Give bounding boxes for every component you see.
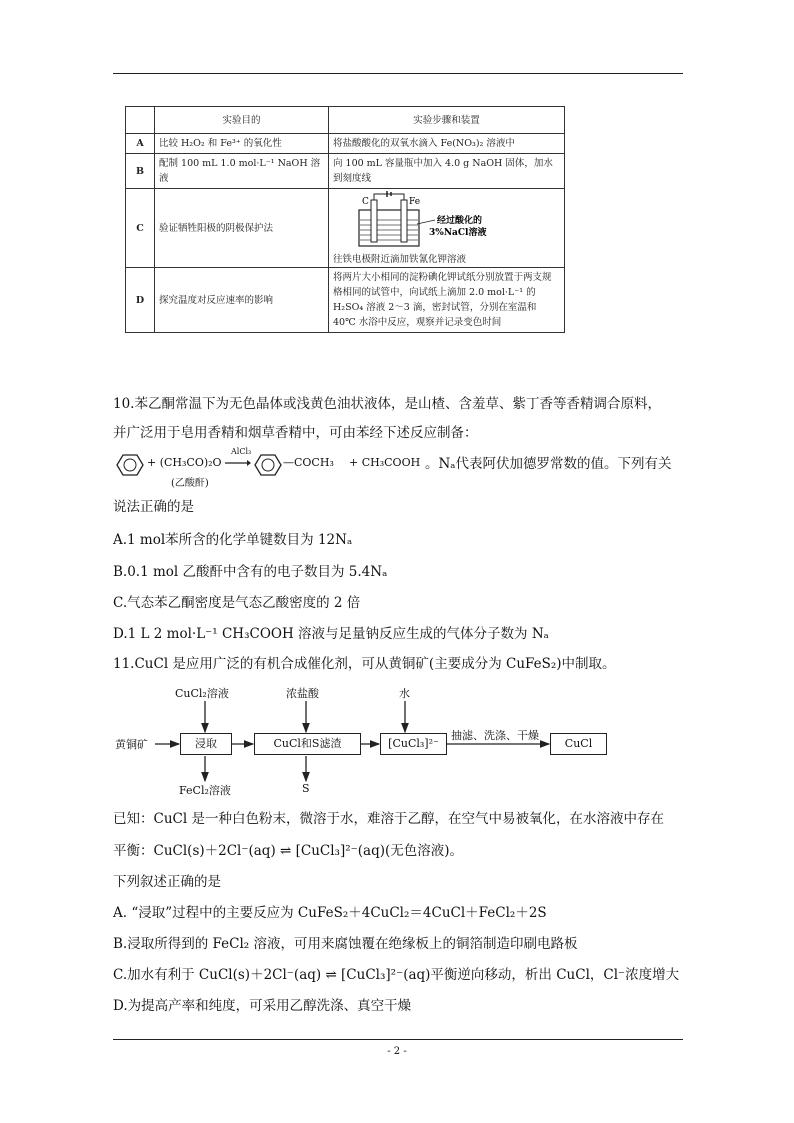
row-purpose: 配制 100 mL 1.0 mol·L⁻¹ NaOH 溶液 xyxy=(155,154,329,189)
q11-option-c: C.加水有利于 CuCl(s)＋2Cl⁻(aq) ⇌ [CuCl₃]²⁻(aq)平衡逆向移动，析出 CuCl，Cl⁻浓度增大 xyxy=(113,967,680,983)
q11-known-line2: 平衡：CuCl(s)＋2Cl⁻(aq) ⇌ [CuCl₃]²⁻(aq)(无色溶液)。 xyxy=(113,843,464,859)
flow-top-label-2: 浓盐酸 xyxy=(286,687,319,700)
header-steps: 实验步骤和装置 xyxy=(329,107,565,134)
equation-reagent: + (CH₃CO)₂O xyxy=(147,456,222,469)
q11-known-line1: 已知：CuCl 是一种白色粉末，微溶于水，难溶于乙醇，在空气中易被氧化，在水溶液中存在 xyxy=(113,811,664,827)
q10-equation xyxy=(113,447,693,492)
q10-stem-line3: 说法正确的是 xyxy=(113,499,194,515)
wire xyxy=(374,194,404,200)
flow-box-leach: 浸取 xyxy=(180,733,232,755)
equation-product-group: —COCH₃ xyxy=(283,456,334,469)
row-purpose: 探究温度对反应速率的影响 xyxy=(155,268,329,333)
iron-electrode xyxy=(401,200,407,242)
q10-stem-line2: 并广泛用于皂用香精和烟草香精中，可由苯经下述反应制备： xyxy=(113,425,478,441)
solution-hatch xyxy=(360,220,418,240)
q10-option-d: D.1 L 2 mol·L⁻¹ CH₃COOH 溶液与足量钠反应生成的气体分子数为 Nₐ xyxy=(113,626,549,642)
reaction-arrow-icon xyxy=(225,459,251,467)
electrode-left-label: C xyxy=(362,196,369,207)
header-purpose: 实验目的 xyxy=(155,107,329,134)
flow-input: 黄铜矿 xyxy=(115,738,148,751)
table-corner xyxy=(126,107,155,134)
q11-stem: 11.CuCl 是应用广泛的有机合成催化剂，可从黄铜矿(主要成分为 CuFeS₂)中制取。 xyxy=(113,656,616,672)
footer-rule xyxy=(113,1039,683,1040)
row-steps: 向 100 mL 容量瓶中加入 4.0 g NaOH 固体，加水到刻度线 xyxy=(329,154,565,189)
flow-box-product: CuCl xyxy=(550,733,607,755)
row-steps: 往铁电极附近滴加铁氰化钾溶液 xyxy=(333,253,467,265)
row-steps: 将两片大小相同的淀粉碘化钾试纸分别放置于两支规格相同的试管中，向试纸上滴加 2.0 mol·L⁻¹ 的 H₂SO₄ 溶液 2～3 滴，密封试管，分别在室温和 40℃ 水浴中反应，观察并记录变色时间 xyxy=(329,268,565,333)
row-purpose: 比较 H₂O₂ 和 Fe³⁺ 的氧化性 xyxy=(155,134,329,154)
q11-prompt: 下列叙述正确的是 xyxy=(113,874,221,890)
q11-option-b: B.浸取所得到的 FeCl₂ 溶液，可用来腐蚀覆在绝缘板上的铜箔制造印刷电路板 xyxy=(113,936,578,952)
table-header-row xyxy=(126,107,565,134)
table-row-c xyxy=(126,189,565,268)
table-row-a xyxy=(126,134,565,154)
solution-label-2: 3%NaCl溶液 xyxy=(429,227,487,238)
row-label: B xyxy=(126,154,155,189)
q10-option-b: B.0.1 mol 乙酸酐中含有的电子数目为 5.4Nₐ xyxy=(113,564,388,580)
benzene-ring-icon xyxy=(115,452,145,478)
table-row-b xyxy=(126,154,565,189)
q10-option-a: A.1 mol苯所含的化学单键数目为 12Nₐ xyxy=(113,532,353,548)
solution-label-1: 经过酸化的 xyxy=(437,215,483,226)
equation-trailing-text: 。Nₐ代表阿伏加德罗常数的值。下列有关 xyxy=(425,456,672,472)
equation-catalyst: AlCl₃ xyxy=(231,447,252,456)
experiment-table xyxy=(125,106,565,333)
label-leader xyxy=(417,220,435,224)
row-steps: 将盐酸酸化的双氧水滴入 Fe(NO₃)₂ 溶液中 xyxy=(329,134,565,154)
flow-bottom-label-2: S xyxy=(302,782,310,795)
table-row-d xyxy=(126,268,565,333)
flow-arrow-label: 抽滤、洗涤、干燥 xyxy=(451,729,539,742)
header-rule xyxy=(113,73,683,74)
flow-top-label-1: CuCl₂溶液 xyxy=(175,687,229,700)
beaker xyxy=(359,210,419,246)
benzene-ring-product-icon xyxy=(253,452,283,478)
carbon-electrode xyxy=(371,200,377,242)
flow-bottom-label-1: FeCl₂溶液 xyxy=(179,784,231,797)
row-steps-apparatus xyxy=(329,189,565,268)
q10-stem-line1: 10.苯乙酮常温下为无色晶体或浅黄色油状液体，是山楂、含羞草、紫丁香等香精调合原料， xyxy=(113,396,661,412)
q11-option-d: D.为提高产率和纯度，可采用乙醇洗涤、真空干燥 xyxy=(113,998,412,1014)
row-label: A xyxy=(126,134,155,154)
electrode-right-label: Fe xyxy=(409,196,421,207)
flow-box-residue: CuCl和S滤渣 xyxy=(254,733,361,755)
q11-option-a: A. “浸取”过程中的主要反应为 CuFeS₂＋4CuCl₂＝4CuCl＋FeCl₂＋2S xyxy=(113,905,547,921)
electrolysis-apparatus-diagram xyxy=(329,190,561,252)
q10-option-c: C.气态苯乙酮密度是气态乙酸密度的 2 倍 xyxy=(113,595,361,611)
equation-reagent-name: (乙酸酐) xyxy=(171,478,209,489)
flow-top-label-3: 水 xyxy=(399,687,410,700)
row-label: D xyxy=(126,268,155,333)
flow-box-complex: [CuCl₃]²⁻ xyxy=(380,733,447,755)
page-number: - 2 - xyxy=(387,1046,407,1057)
row-label: C xyxy=(126,189,155,268)
q11-flowchart xyxy=(113,683,613,798)
equation-byproduct: + CH₃COOH xyxy=(349,456,421,469)
row-purpose: 验证牺牲阳极的阴极保护法 xyxy=(155,189,329,268)
